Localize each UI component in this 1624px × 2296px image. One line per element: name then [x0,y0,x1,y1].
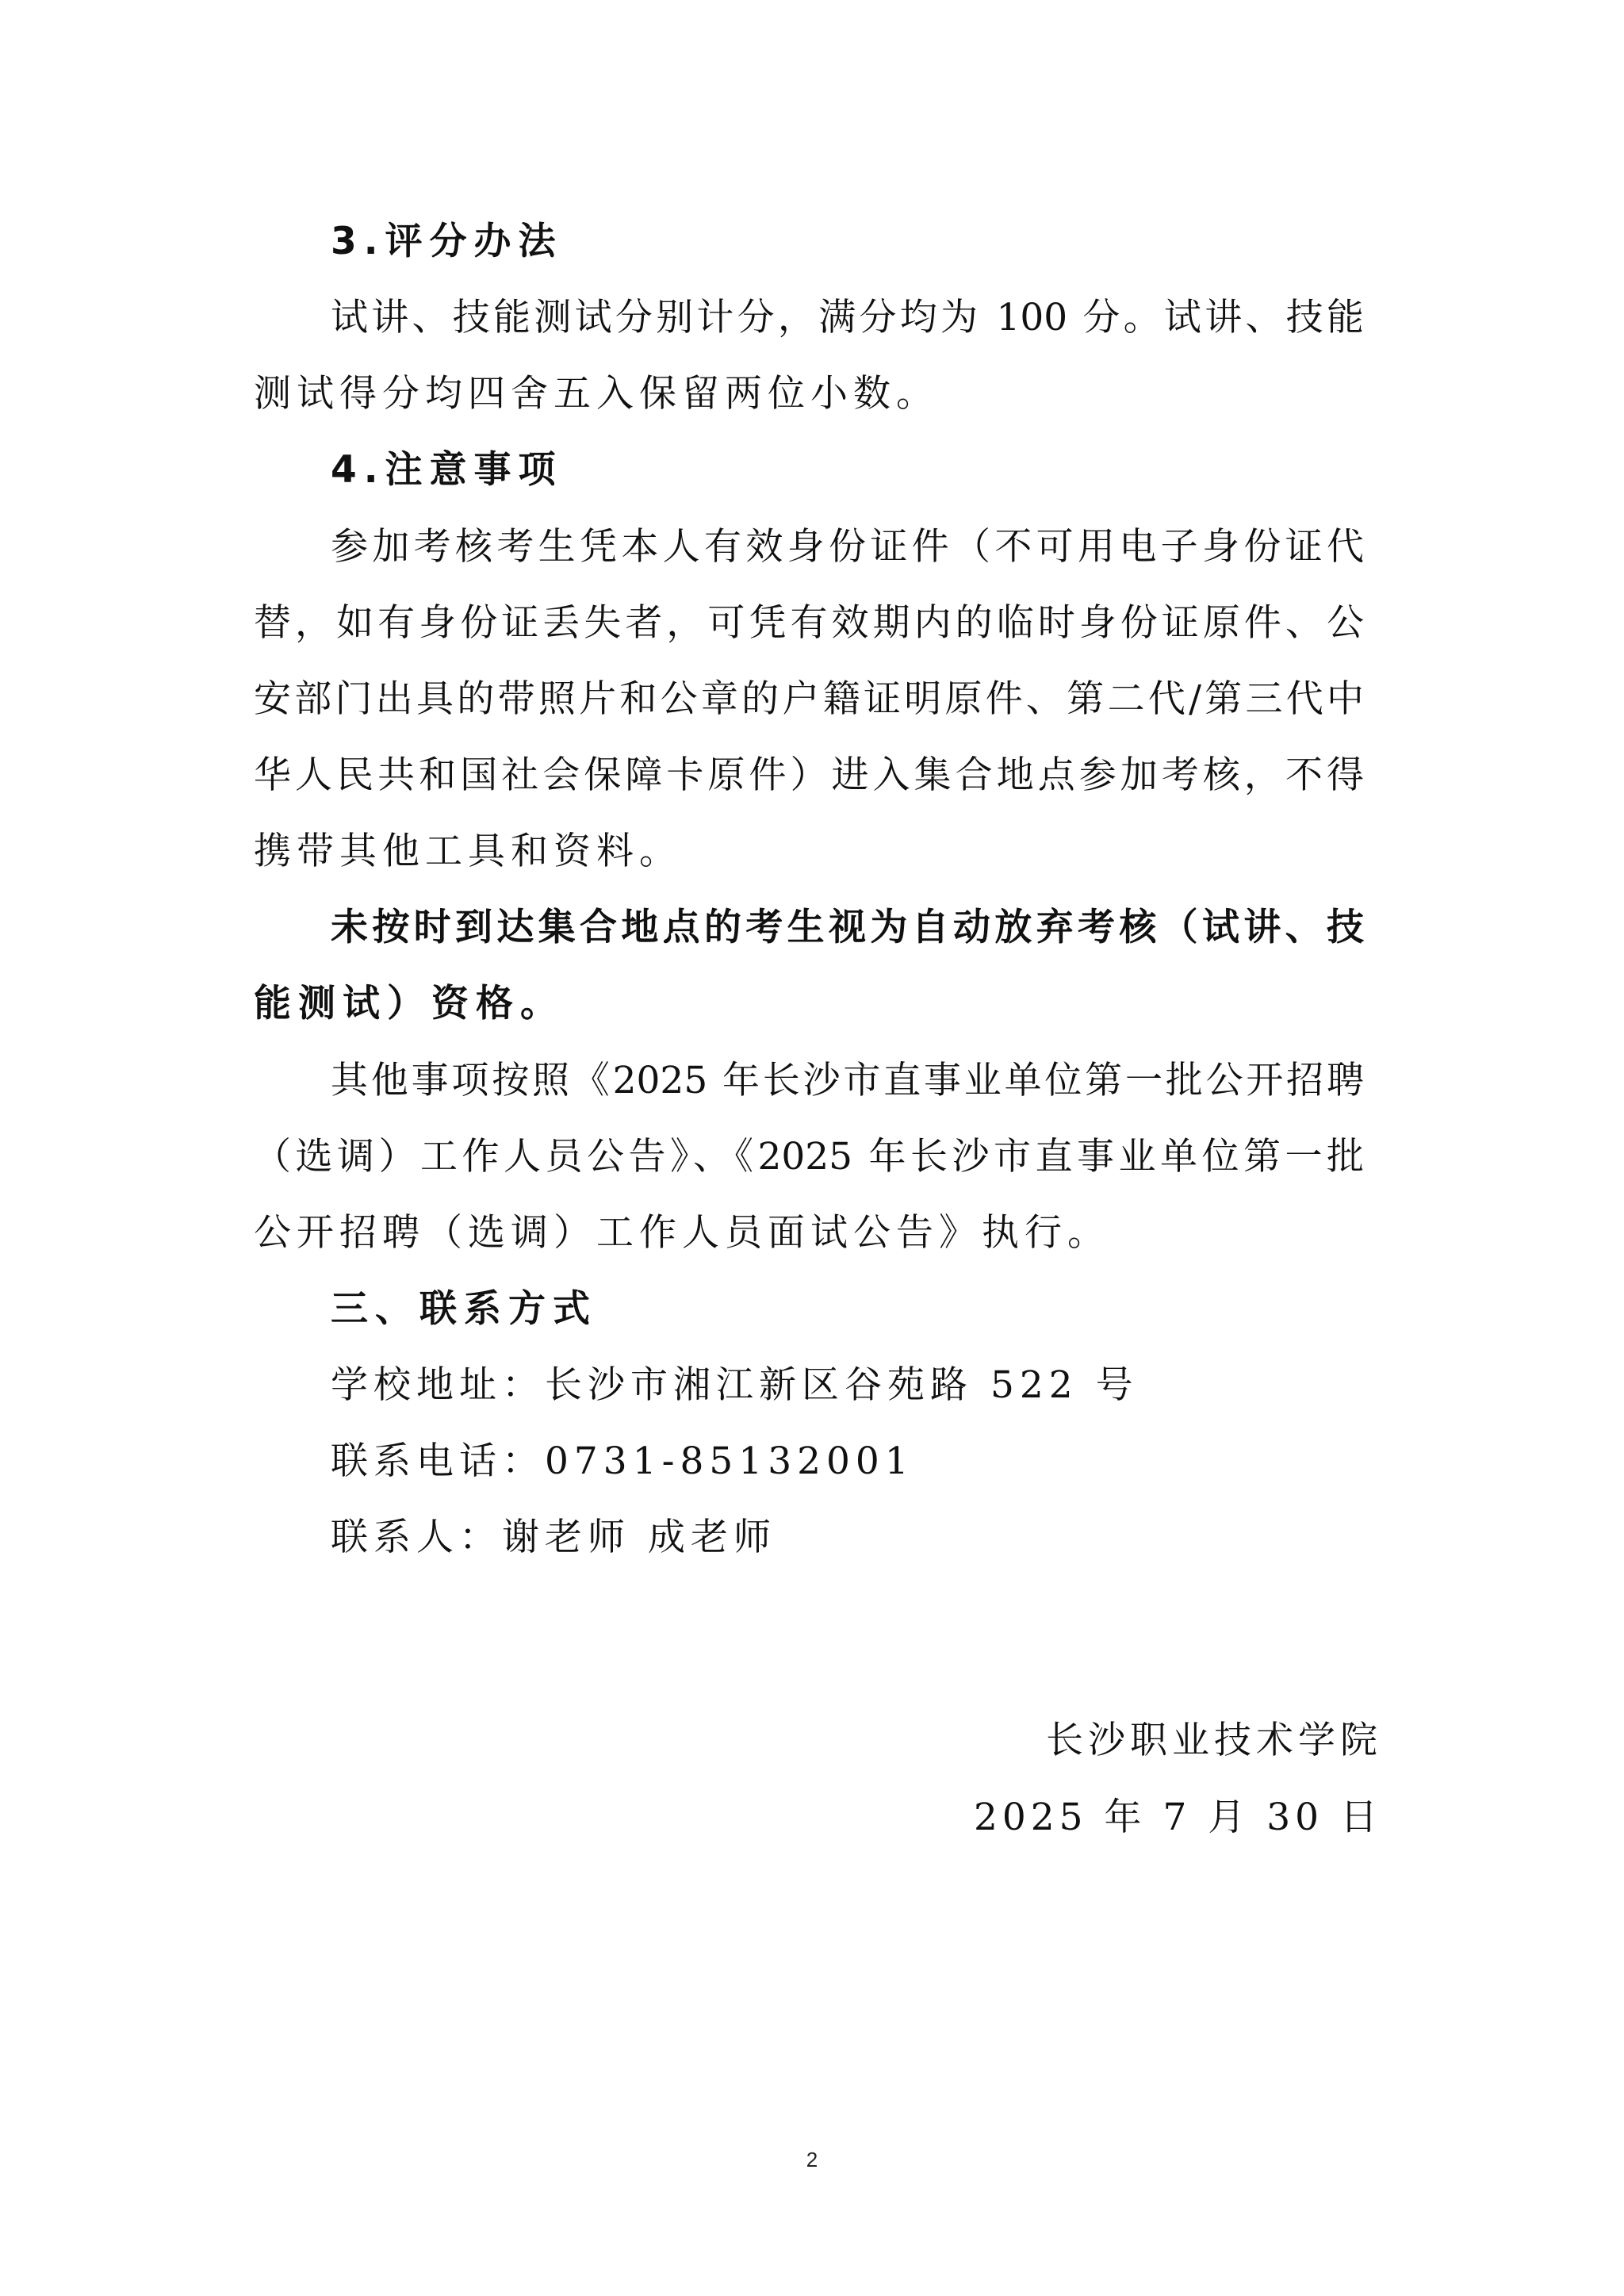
other-line-1: 其他事项按照《2025 年长沙市直事业单位第一批公开招聘 [331,1059,1364,1102]
other-line-2: （选调）工作人员公告》、《2025 年长沙市直事业单位第一批 [254,1135,1364,1179]
signature-date: 2025 年 7 月 30 日 [973,1796,1382,1839]
notice-line-1: 参加考核考生凭本人有效身份证件（不可用电子身份证代 [331,525,1364,569]
other-line-3: 公开招聘（选调）工作人员面试公告》执行。 [254,1211,1110,1255]
notice-line-4: 华人民共和国社会保障卡原件）进入集合地点参加考核，不得 [254,753,1364,797]
notice-line-3: 安部门出具的带照片和公章的户籍证明原件、第二代/第三代中 [254,677,1364,721]
contact-address: 学校地址：长沙市湘江新区谷苑路 522 号 [331,1363,1139,1407]
scoring-line-2: 测试得分均四舍五入保留两位小数。 [254,372,939,416]
contact-phone: 联系电话：0731-85132001 [331,1439,914,1483]
warning-line-2: 能测试）资格。 [254,982,565,1025]
notice-line-5: 携带其他工具和资料。 [254,830,682,873]
scoring-heading: 3.评分办法 [331,220,563,263]
contact-heading: 三、联系方式 [331,1287,597,1331]
signature-organization: 长沙职业技术学院 [1046,1719,1382,1762]
warning-line-1: 未按时到达集合地点的考生视为自动放弃考核（试讲、技 [331,906,1364,949]
page-number: 2 [806,2148,818,2171]
contact-person: 联系人：谢老师 成老师 [331,1516,776,1559]
notice-heading: 4.注意事项 [331,448,563,492]
scoring-line-1: 试讲、技能测试分别计分，满分均为 100 分。试讲、技能 [331,296,1364,339]
notice-line-2: 替，如有身份证丢失者，可凭有效期内的临时身份证原件、公 [254,601,1364,645]
